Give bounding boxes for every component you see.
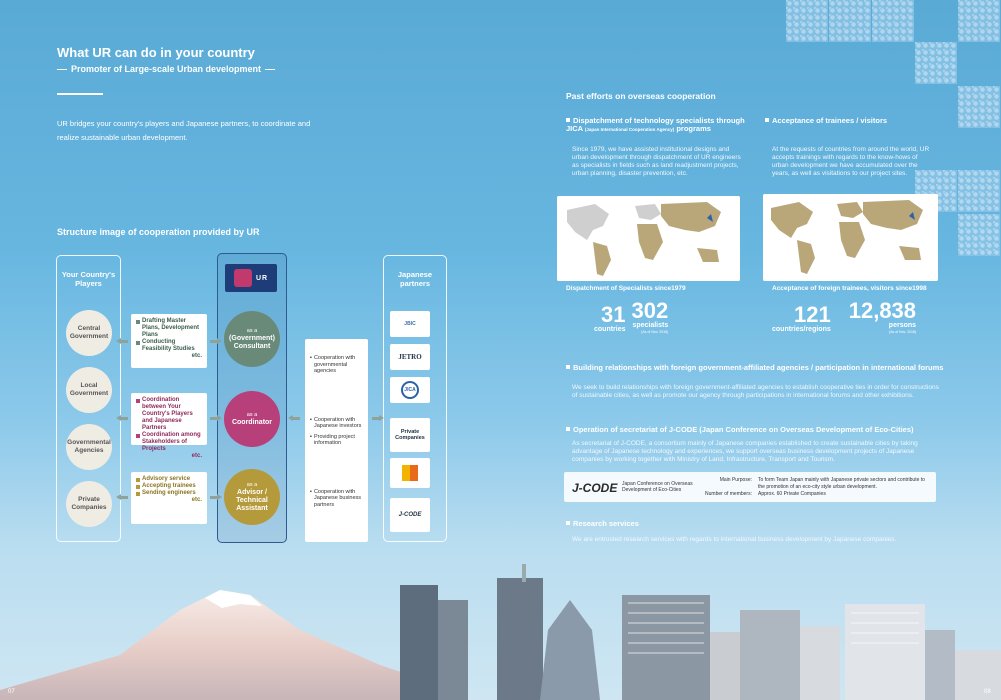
decorative-pattern (958, 170, 1000, 212)
arrow-right-icon (208, 339, 220, 344)
decorative-pattern (958, 0, 1000, 42)
task-box-advisor: Advisory service Accepting trainees Sending engineers etc. (131, 472, 207, 524)
bullet-icon (566, 365, 570, 369)
dispatch-stats (594, 300, 668, 334)
player-governmental-agencies: Governmental Agencies (66, 424, 112, 470)
stat-asof: (As of Nov. 2018) (641, 330, 669, 334)
partners-column-head: Japanese partners (397, 270, 433, 288)
diagram-title: Structure image of cooperation provided by UR (57, 227, 260, 237)
jcode-info: Main Purpose: To form Team Japan mainly with Japanese private sectors and contribute to the promotion of an eco-city style urban development. Number of members: Approx. 60 Private Companies (705, 477, 925, 497)
role-coordinator: as a Coordinator (224, 391, 280, 447)
world-map-dispatch (557, 196, 740, 281)
jcode-logo-name: Japan Conference on Overseas Development of Eco-Cities (622, 481, 693, 493)
world-map-trainees (763, 194, 938, 281)
arrow-right-icon (208, 416, 220, 421)
arrow-left-icon (118, 339, 130, 344)
role-advisor: as a Advisor / Technical Assistant (224, 469, 280, 525)
city-skyline-illustration (0, 560, 1001, 700)
stat-number: 302 (631, 298, 669, 323)
player-local-government: Local Government (66, 367, 112, 413)
page-title: What UR can do in your country (57, 45, 255, 60)
company-logo-icon (402, 465, 418, 481)
stat-unit: countries (594, 326, 626, 333)
arrow-right-icon (208, 495, 220, 500)
partner-jbic: JBIC (390, 311, 430, 337)
jcode-body: As secretariat of J-CODE, a consortium mainly of Japanese companies established to create sustainable cities by taking advantage of Japanese technology and experiences, we support overseas business development projects of Japanese companies by working together with Ministry of Land, Infrastructure, Transport and Tourism. (572, 440, 918, 463)
jcode-heading: Operation of secretariat of J-CODE (Japan Conference on Overseas Development of Eco-Cities) (566, 426, 946, 434)
jcode-info-box (564, 472, 936, 502)
research-body: We are entrusted research services with regards to international business development by Japanese companies. (572, 536, 897, 543)
decorative-pattern (958, 214, 1000, 256)
bullet-icon (566, 521, 570, 525)
stat-unit: persons (888, 322, 917, 329)
bullet-icon (765, 118, 769, 122)
trainees-stats (772, 300, 916, 334)
partner-jetro: JETRO (390, 344, 430, 370)
decorative-pattern (915, 42, 957, 84)
right-page-title: Past efforts on overseas cooperation (566, 91, 716, 101)
stat-number: 121 (794, 302, 831, 327)
partner-private-companies: Private Companies (390, 418, 430, 452)
ur-mark-icon (234, 269, 252, 287)
jica-logo-icon: JICA (401, 381, 419, 399)
decorative-pattern (829, 0, 871, 42)
stat-unit: specialists (632, 322, 669, 329)
page-subtitle: Promoter of Large-scale Urban development (57, 64, 275, 74)
arrow-left-icon (118, 416, 130, 421)
stat-unit: countries/regions (772, 326, 831, 333)
arrow-left-icon (118, 495, 130, 500)
stat-asof: (As of Nov. 2018) (889, 330, 917, 334)
page-number-right: 08 (984, 689, 991, 695)
player-private-companies: Private Companies (66, 481, 112, 527)
divider (57, 93, 103, 95)
partner-jica (390, 377, 430, 403)
ur-logo (225, 264, 277, 292)
role-consultant: as a (Government) Consultant (224, 311, 280, 367)
intro-text: UR bridges your country's players and Japanese partners, to coordinate and realize sustainable urban development. (57, 119, 311, 142)
research-heading: Research services (566, 520, 946, 528)
task-box-coordinator: Coordination between Your Country's Players and Japanese Partners Coordination among Stakeholders of Projects etc. (131, 393, 207, 445)
players-column-head: Your Country's Players (61, 270, 116, 288)
arrow-right-icon (370, 416, 382, 421)
stat-number: 31 (601, 302, 626, 327)
bullet-icon (566, 427, 570, 431)
task-box-consultant: Drafting Master Plans, Development Plans Conducting Feasibility Studies etc. (131, 314, 207, 368)
decorative-pattern (786, 0, 828, 42)
jcode-logo: J-CODE (572, 481, 618, 495)
relations-body: We seek to build relationships with foreign government-affiliated agencies to establish cooperative ties in order for constructions of sustainable cities, as well as promote our agency through participations in international forums and other exhibitions. (572, 384, 939, 399)
arrow-left-icon (290, 416, 302, 421)
decorative-pattern (958, 86, 1000, 128)
ur-logo-text: UR (255, 274, 269, 282)
bullet-icon (566, 118, 570, 122)
trainees-heading: Acceptance of trainees / visitors (765, 117, 945, 125)
trainees-stat-label: Acceptance of foreign trainees, visitors since1998 (772, 285, 927, 292)
player-central-government: Central Government (66, 310, 112, 356)
dispatch-body: Since 1979, we have assisted institutional designs and urban development through dispatchment of UR engineers as specialists in fields such as land readjustment projects, urban planning, disaster prevention, etc. (572, 146, 741, 177)
cooperation-box: ▪ Cooperation with governmental agencies ▪ Cooperation with Japanese investors ▪ Providing project information ▪ Cooperation with Japanese business partners (305, 339, 368, 542)
partner-company-logo (390, 458, 430, 488)
dispatch-heading: Dispatchment of technology specialists through JICA (Japan International Cooperation Agency) programs (566, 116, 745, 133)
trainees-body: At the requests of countries from around the world, UR accepts trainings with regards to the know-hows of urban development we have accumulated over the years, as well as visitations to our project sites. (772, 146, 930, 177)
dispatch-stat-label: Dispatchment of Specialists since1979 (566, 285, 686, 292)
stat-number: 12,838 (848, 298, 917, 323)
page-number-left: 07 (8, 689, 15, 695)
relations-heading: Building relationships with foreign government-affiliated agencies / participation in international forums (566, 364, 946, 372)
partner-jcode: J-CODE (390, 498, 430, 532)
decorative-pattern (872, 0, 914, 42)
